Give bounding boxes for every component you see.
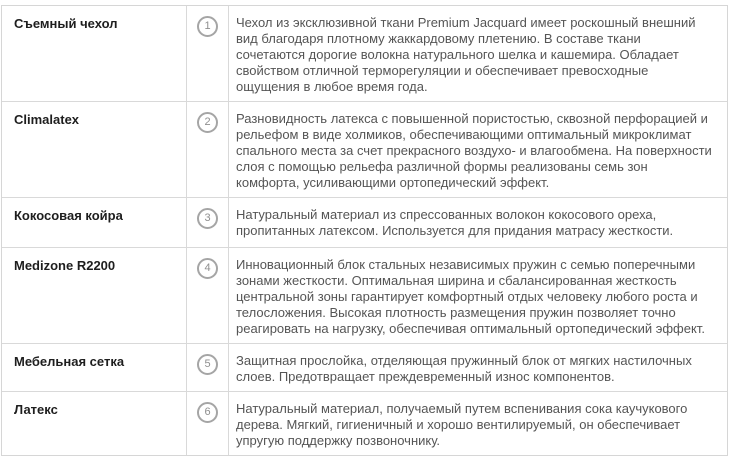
- component-name: Climalatex: [2, 102, 187, 197]
- component-description: Натуральный материал, получаемый путем вспенивания сока каучукового дерева. Мягкий, гигиеничный и хорошо вентилируемый, он обеспечивает упругую поддержку позвоночнику.: [236, 401, 688, 448]
- components-spec-table: [1, 5, 728, 456]
- table-row: [2, 344, 727, 392]
- step-number-badge: 1: [197, 16, 218, 37]
- component-name: Съемный чехол: [2, 6, 187, 101]
- component-name: Кокосовая койра: [2, 198, 187, 247]
- step-number-badge: 4: [197, 258, 218, 279]
- component-description: Разновидность латекса с повышенной пористостью, сквозной перфорацией и рельефом в виде холмиков, обеспечивающими оптимальный микроклимат спального места за счет прекрасного воздухо- и влагообмена. На поверхности слоя с помощью рельефа различной формы реализованы семь зон комфорта, усиливающими ортопедический эффект.: [236, 111, 712, 190]
- component-description: Натуральный материал из спрессованных волокон кокосового ореха, пропитанных латексом. Используется для придания матрасу жесткости.: [236, 207, 674, 238]
- table-row: [2, 102, 727, 198]
- number-cell: [187, 198, 229, 247]
- component-name: Мебельная сетка: [2, 344, 187, 391]
- table-row: [2, 248, 727, 344]
- step-number-badge: 6: [197, 402, 218, 423]
- table-row: [2, 392, 727, 455]
- component-description: Инновационный блок стальных независимых пружин с семью поперечными зонами жесткости. Оптимальная ширина и сбалансированная жесткость центральной зоны гарантирует комфортный отдых человеку любого роста и телосложения. Высокая плотность размещения пружин позволяет точно реагировать на нагрузку, обеспечивая оптимальный ортопедический эффект.: [236, 257, 705, 336]
- component-name: Medizone R2200: [2, 248, 187, 343]
- number-cell: [187, 344, 229, 391]
- step-number-badge: 3: [197, 208, 218, 229]
- step-number-badge: 2: [197, 112, 218, 133]
- component-description: Чехол из эксклюзивной ткани Premium Jacquard имеет роскошный внешний вид благодаря плотному жаккардовому плетению. В составе ткани сочетаются дорогие волокна натурального шелка и кашемира. Обладает свойством отличной терморегуляции и обеспечивает превосходные ощущения в любое время года.: [236, 15, 696, 94]
- component-description: Защитная прослойка, отделяющая пружинный блок от мягких настилочных слоев. Предотвращает преждевременный износ компонентов.: [236, 353, 692, 384]
- component-name: Латекс: [2, 392, 187, 455]
- step-number-badge: 5: [197, 354, 218, 375]
- table-row: [2, 6, 727, 102]
- table-row: [2, 198, 727, 248]
- number-cell: [187, 102, 229, 197]
- number-cell: [187, 392, 229, 455]
- number-cell: [187, 6, 229, 101]
- number-cell: [187, 248, 229, 343]
